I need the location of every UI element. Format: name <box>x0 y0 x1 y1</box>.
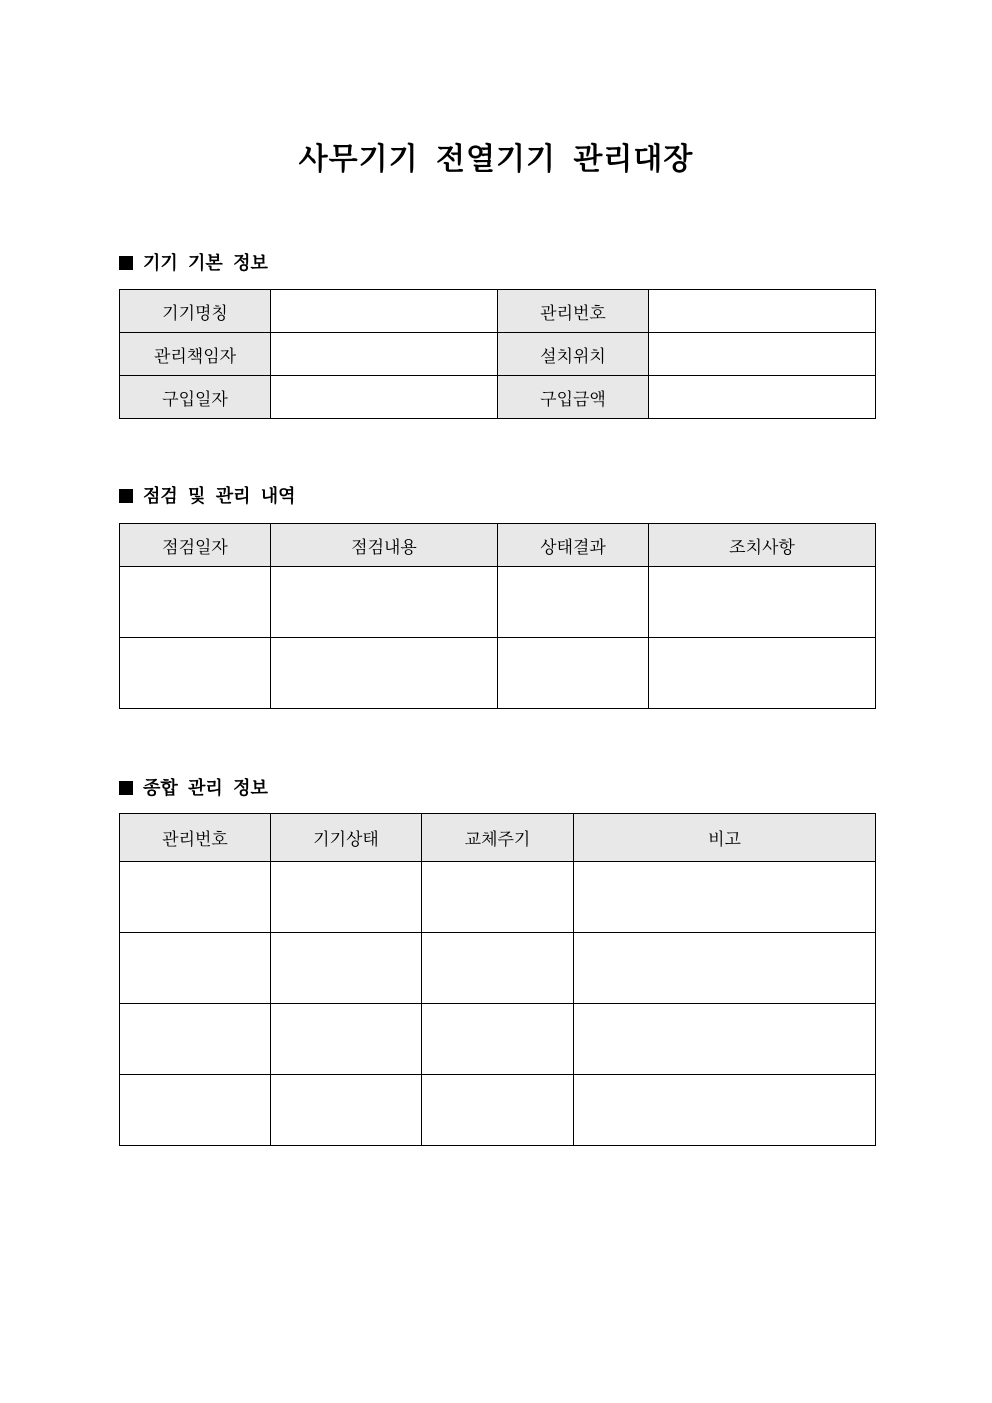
table-header-row <box>120 814 876 862</box>
table-cell[interactable] <box>574 1075 876 1146</box>
basic-info-table <box>119 289 876 419</box>
table-row <box>120 1004 876 1075</box>
table-row <box>120 933 876 1004</box>
section-heading-label: 종합 관리 정보 <box>143 778 268 799</box>
install-location-label: 설치위치 <box>498 333 649 376</box>
table-row <box>120 333 876 376</box>
management-number-label: 관리번호 <box>498 290 649 333</box>
table-cell[interactable] <box>574 862 876 933</box>
square-bullet-icon <box>119 781 133 795</box>
section-heading-basic-info <box>119 253 268 275</box>
table-row <box>120 862 876 933</box>
table-cell[interactable] <box>422 933 574 1004</box>
purchase-amount-label: 구입금액 <box>498 376 649 419</box>
column-header-remarks: 비고 <box>574 814 876 862</box>
table-cell[interactable] <box>649 638 876 709</box>
table-cell[interactable] <box>120 567 271 638</box>
manager-field[interactable] <box>271 333 498 376</box>
table-header-row <box>120 524 876 567</box>
table-cell[interactable] <box>574 933 876 1004</box>
table-cell[interactable] <box>120 1075 271 1146</box>
purchase-date-label: 구입일자 <box>120 376 271 419</box>
table-cell[interactable] <box>498 567 649 638</box>
section-heading-label: 점검 및 관리 내역 <box>143 486 296 507</box>
table-cell[interactable] <box>271 862 422 933</box>
column-header-management-number: 관리번호 <box>120 814 271 862</box>
column-header-equipment-status: 기기상태 <box>271 814 422 862</box>
inspection-table <box>119 523 876 709</box>
table-row <box>120 290 876 333</box>
square-bullet-icon <box>119 489 133 503</box>
purchase-date-field[interactable] <box>271 376 498 419</box>
table-cell[interactable] <box>271 638 498 709</box>
table-cell[interactable] <box>120 862 271 933</box>
table-row <box>120 638 876 709</box>
install-location-field[interactable] <box>649 333 876 376</box>
table-cell[interactable] <box>498 638 649 709</box>
table-row <box>120 376 876 419</box>
table-cell[interactable] <box>120 1004 271 1075</box>
column-header-inspection-date: 점검일자 <box>120 524 271 567</box>
table-row <box>120 567 876 638</box>
square-bullet-icon <box>119 256 133 270</box>
section-heading-label: 기기 기본 정보 <box>143 253 268 274</box>
manager-label: 관리책임자 <box>120 333 271 376</box>
summary-table <box>119 813 876 1146</box>
section-heading-inspection <box>119 486 296 508</box>
table-cell[interactable] <box>120 638 271 709</box>
table-row <box>120 1075 876 1146</box>
table-cell[interactable] <box>649 567 876 638</box>
table-cell[interactable] <box>271 1004 422 1075</box>
column-header-status-result: 상태결과 <box>498 524 649 567</box>
section-heading-summary <box>119 778 268 800</box>
equipment-name-label: 기기명칭 <box>120 290 271 333</box>
table-cell[interactable] <box>271 567 498 638</box>
table-cell[interactable] <box>422 862 574 933</box>
column-header-replacement-cycle: 교체주기 <box>422 814 574 862</box>
table-cell[interactable] <box>271 933 422 1004</box>
table-cell[interactable] <box>422 1004 574 1075</box>
table-cell[interactable] <box>422 1075 574 1146</box>
table-cell[interactable] <box>120 933 271 1004</box>
column-header-action-taken: 조치사항 <box>649 524 876 567</box>
table-cell[interactable] <box>271 1075 422 1146</box>
purchase-amount-field[interactable] <box>649 376 876 419</box>
column-header-inspection-content: 점검내용 <box>271 524 498 567</box>
management-number-field[interactable] <box>649 290 876 333</box>
page-title: 사무기기 전열기기 관리대장 <box>298 142 694 177</box>
table-cell[interactable] <box>574 1004 876 1075</box>
equipment-name-field[interactable] <box>271 290 498 333</box>
